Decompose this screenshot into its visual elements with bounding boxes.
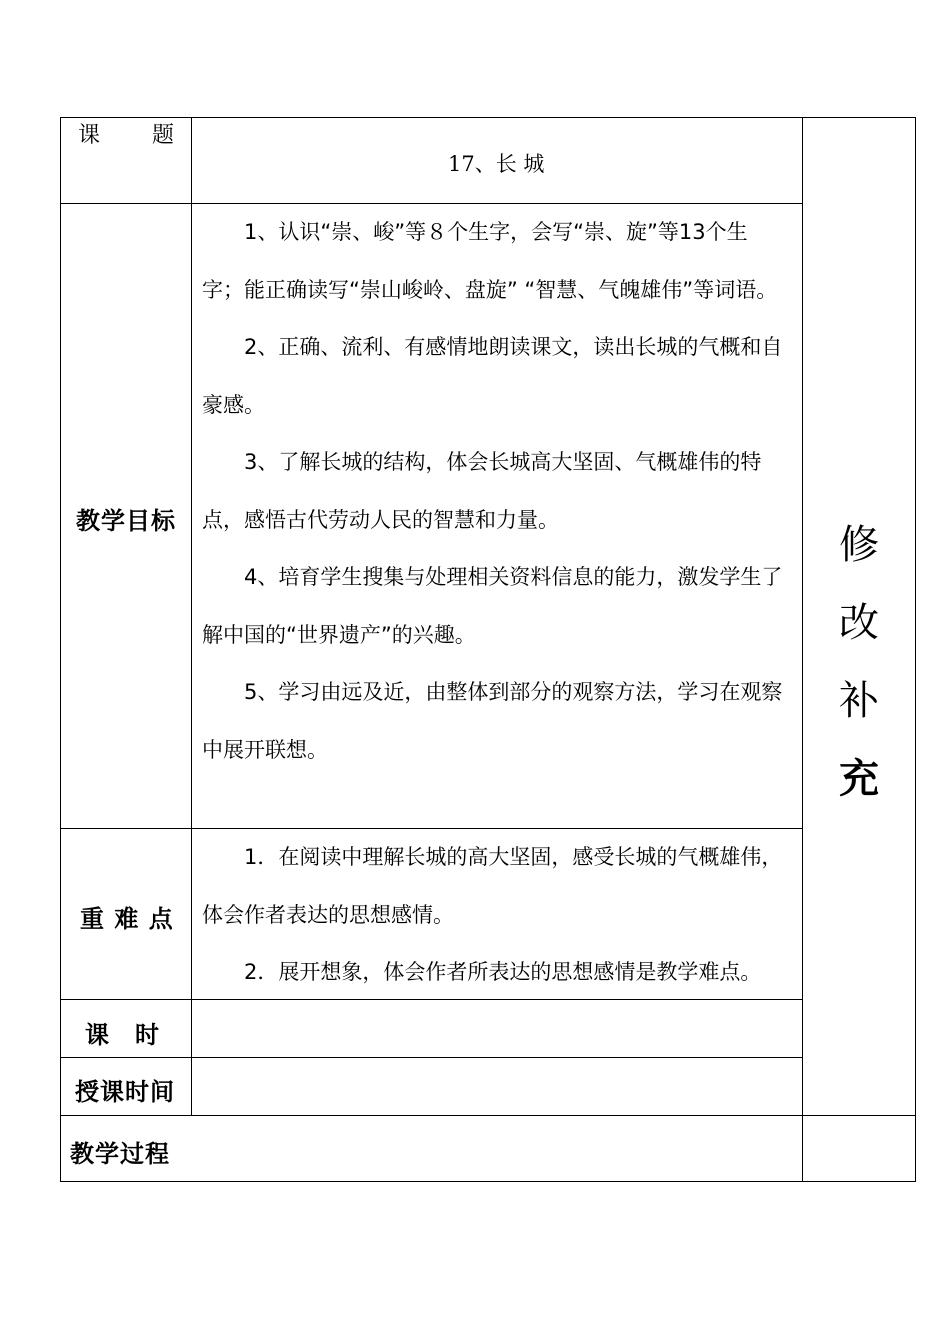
goal-item: 1、认识“崇、峻”等８个生字，会写“崇、旋”等13个生字；能正确读写“崇山峻岭、盘旋” “智慧、气魄雄伟”等词语。	[202, 220, 778, 302]
goal-item: 5、学习由远及近，由整体到部分的观察方法，学习在观察中展开联想。	[202, 680, 783, 762]
revision-label	[803, 506, 915, 818]
key-points-label: 重 难 点	[80, 905, 174, 933]
revision-char: 改	[839, 600, 879, 646]
table-border-right	[915, 117, 916, 1182]
revision-column	[803, 118, 915, 1115]
class-hours-label: 课 时	[85, 1021, 160, 1049]
process-side-cell	[803, 1116, 915, 1181]
label-column-divider	[191, 117, 192, 1116]
key-point-item: 2．展开想象，体会作者所表达的思想感情是教学难点。	[244, 960, 762, 984]
time-label-cell	[61, 1058, 191, 1115]
goals-label-cell	[61, 204, 191, 828]
key-label-cell	[61, 829, 191, 999]
teaching-time-label: 授课时间	[75, 1078, 175, 1106]
lesson-title: 17、长 城	[448, 152, 545, 176]
revision-char: 修	[839, 522, 879, 568]
key-point-item: 1．在阅读中理解长城的高大坚固，感受长城的气概雄伟，体会作者表达的思想感情。	[202, 845, 783, 927]
table-border-bottom	[60, 1181, 916, 1182]
goals-content-cell	[202, 204, 788, 828]
hours-label-cell	[61, 1000, 191, 1057]
revision-char: 充	[839, 756, 879, 802]
hours-value-cell	[192, 1000, 802, 1057]
goal-item: 3、了解长城的结构，体会长城高大坚固、气概雄伟的特点，感悟古代劳动人民的智慧和力量。	[202, 450, 762, 532]
goal-item: 2、正确、流利、有感情地朗读课文，读出长城的气概和自豪感。	[202, 335, 783, 417]
teaching-process-label: 教学过程	[70, 1140, 170, 1168]
key-content-cell	[202, 829, 788, 999]
topic-title-cell	[192, 118, 802, 203]
topic-label-left: 课	[78, 123, 101, 148]
goals-label: 教学目标	[76, 507, 176, 535]
revision-char: 补	[839, 678, 879, 724]
process-label-cell	[61, 1116, 802, 1181]
topic-label-cell	[61, 118, 191, 203]
time-value-cell	[192, 1058, 802, 1115]
topic-label-right: 题	[152, 123, 175, 148]
goal-item: 4、培育学生搜集与处理相关资料信息的能力，激发学生了解中国的“世界遗产”的兴趣。	[202, 565, 783, 647]
